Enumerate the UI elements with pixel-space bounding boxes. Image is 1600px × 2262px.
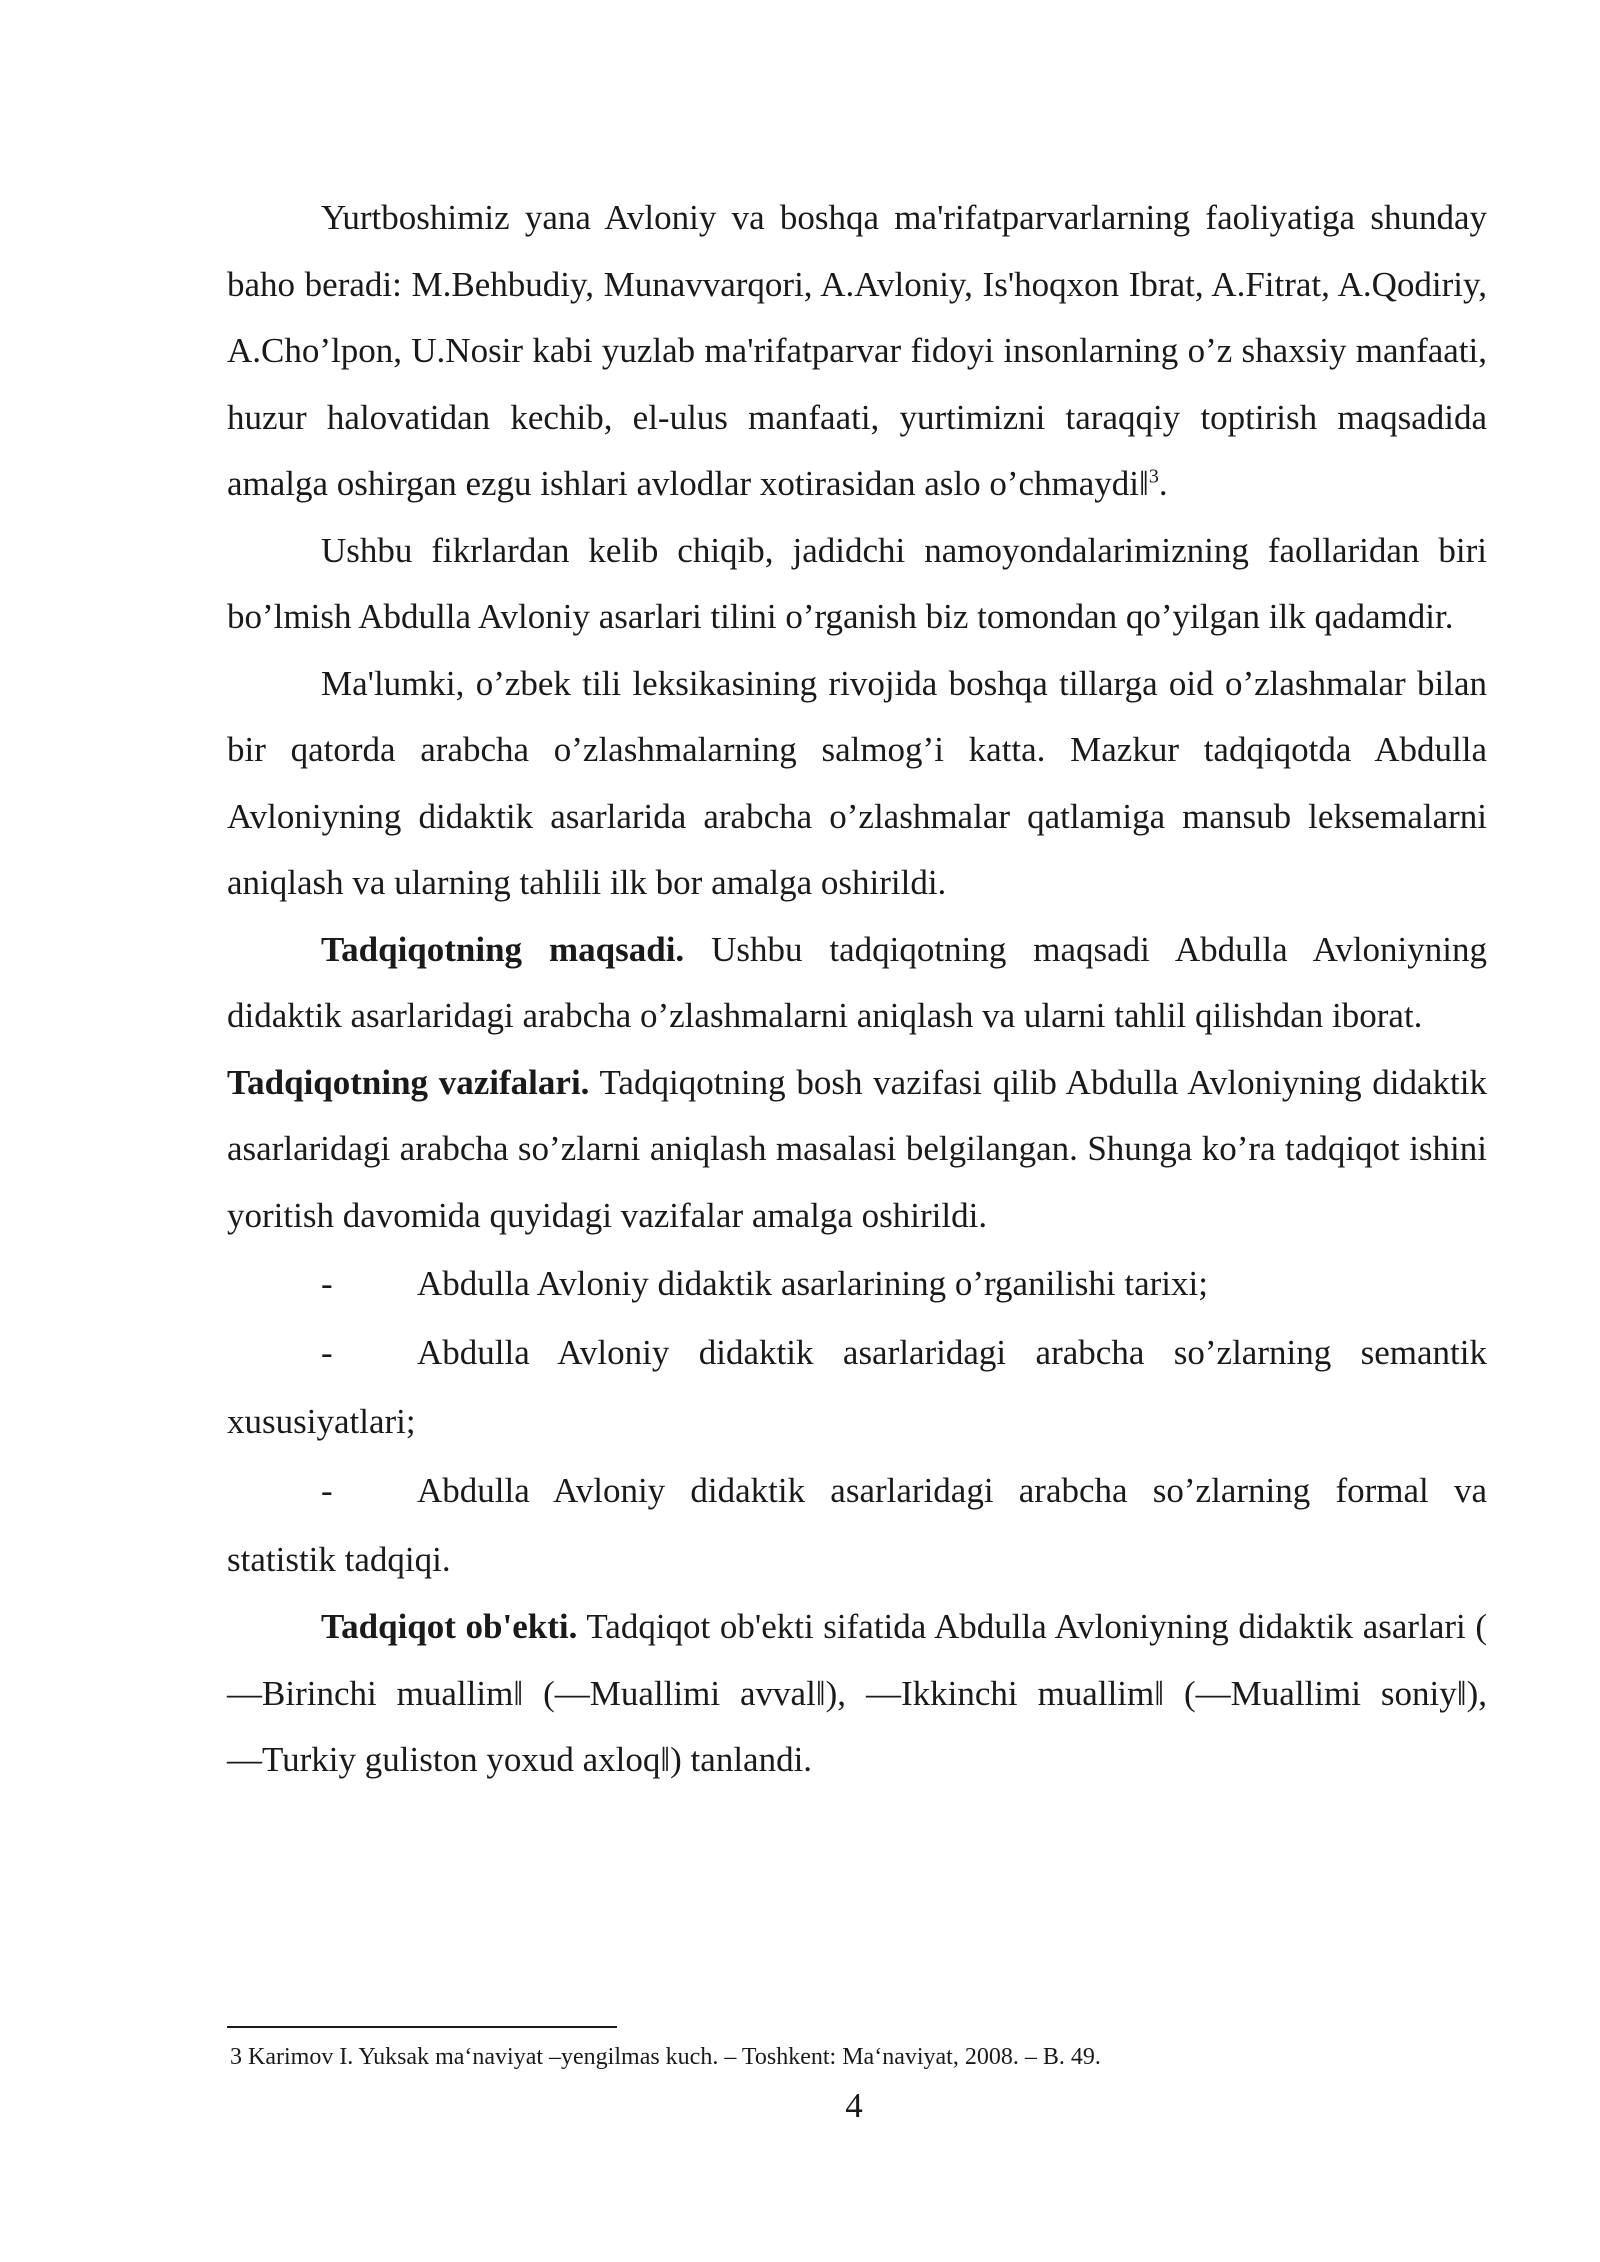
footnote-divider [227, 2026, 617, 2028]
paragraph-2: Ushbu fikrlardan kelib chiqib, jadidchi namoyondalarimizning faollaridan biri bo’lmish Abdulla Avloniy asarlari tilini o’rganish biz tomondan qo’yilgan ilk qadamdir. [227, 530, 1487, 636]
paragraph-1-end: . [1158, 464, 1168, 503]
list-dash: - [321, 1471, 333, 1510]
tasks-text: Tadqiqotning bosh vazifasi qilib Abdulla Avloniyning didaktik asarlaridagi arabcha so’zlarni aniqlash masalasi belgilangan. Shunga ko’ra tadqiqot ishini yoritish davomida quyidagi vazifalar amalga oshirildi. [227, 1062, 1487, 1235]
paragraph-1 [227, 185, 1487, 518]
paragraph-goal [227, 917, 1487, 1050]
list-item-text: Abdulla Avloniy didaktik asarlarining o’rganilishi tarixi; [417, 1264, 1208, 1303]
task-list [227, 1249, 1487, 1594]
list-dash: - [321, 1333, 333, 1372]
list-dash: - [321, 1264, 333, 1303]
page-body [227, 185, 1487, 1794]
goal-heading: Tadqiqotning maqsadi. [321, 929, 685, 969]
footnote: 3 Karimov I. Yuksak ma‘naviyat –yengilmas kuch. – Toshkent: Ma‘naviyat, 2008. – B. 49. [230, 2044, 1101, 2070]
list-item [227, 1456, 1487, 1594]
paragraph-object [227, 1594, 1487, 1794]
object-heading: Tadqiqot ob'ekti. [321, 1607, 578, 1646]
list-item [227, 1249, 1487, 1318]
paragraph-tasks [227, 1050, 1487, 1250]
footnote-reference[interactable]: 3 [1148, 465, 1159, 488]
object-text: Tadqiqot ob'ekti sifatida Abdulla Avloniyning didaktik asarlari ( ―Birinchi muallim‖ (―Muallimi avval‖), ―Ikkinchi muallim‖ (―Muallimi soniy‖), ―Turkiy guliston yoxud axloq‖) tanlandi. [227, 1607, 1488, 1779]
goal-text: Ushbu tadqiqotning maqsadi Abdulla Avloniyning didaktik asarlaridagi arabcha o’zlashmalarni aniqlash va ularni tahlil qilishdan iborat. [227, 929, 1487, 1035]
list-item-text: Abdulla Avloniy didaktik asarlaridagi arabcha so’zlarning semantik xususiyatlari; [227, 1333, 1487, 1441]
page-number: 4 [845, 2086, 863, 2125]
tasks-heading: Tadqiqotning vazifalari. [227, 1062, 590, 1102]
list-item [227, 1318, 1487, 1456]
paragraph-1-text: Yurtboshimiz yana Avloniy va boshqa ma'rifatparvarlarning faoliyatiga shunday baho beradi: M.Behbudiy, Munavvarqori, A.Avloniy, Is'hoqxon Ibrat, A.Fitrat, A.Qodiriy, A.Cho’lpon, U.Nosir kabi yuzlab ma'rifatparvar fidoyi insonlarning o’z shaxsiy manfaati, huzur halovatidan kechib, el-ulus manfaati, yurtimizni taraqqiy toptirish maqsadida amalga oshirgan ezgu ishlari avlodlar xotirasidan aslo o’chmaydi‖ [227, 198, 1487, 503]
list-item-text: Abdulla Avloniy didaktik asarlaridagi arabcha so’zlarning formal va statistik tadqiqi. [227, 1471, 1487, 1579]
paragraph-3: Ma'lumki, o’zbek tili leksikasining rivojida boshqa tillarga oid o’zlashmalar bilan bir qatorda arabcha o’zlashmalarning salmog’i katta. Mazkur tadqiqotda Abdulla Avloniyning didaktik asarlarida arabcha o’zlashmalar qatlamiga mansub leksemalarni aniqlash va ularning tahlili ilk bor amalga oshirildi. [227, 663, 1487, 902]
